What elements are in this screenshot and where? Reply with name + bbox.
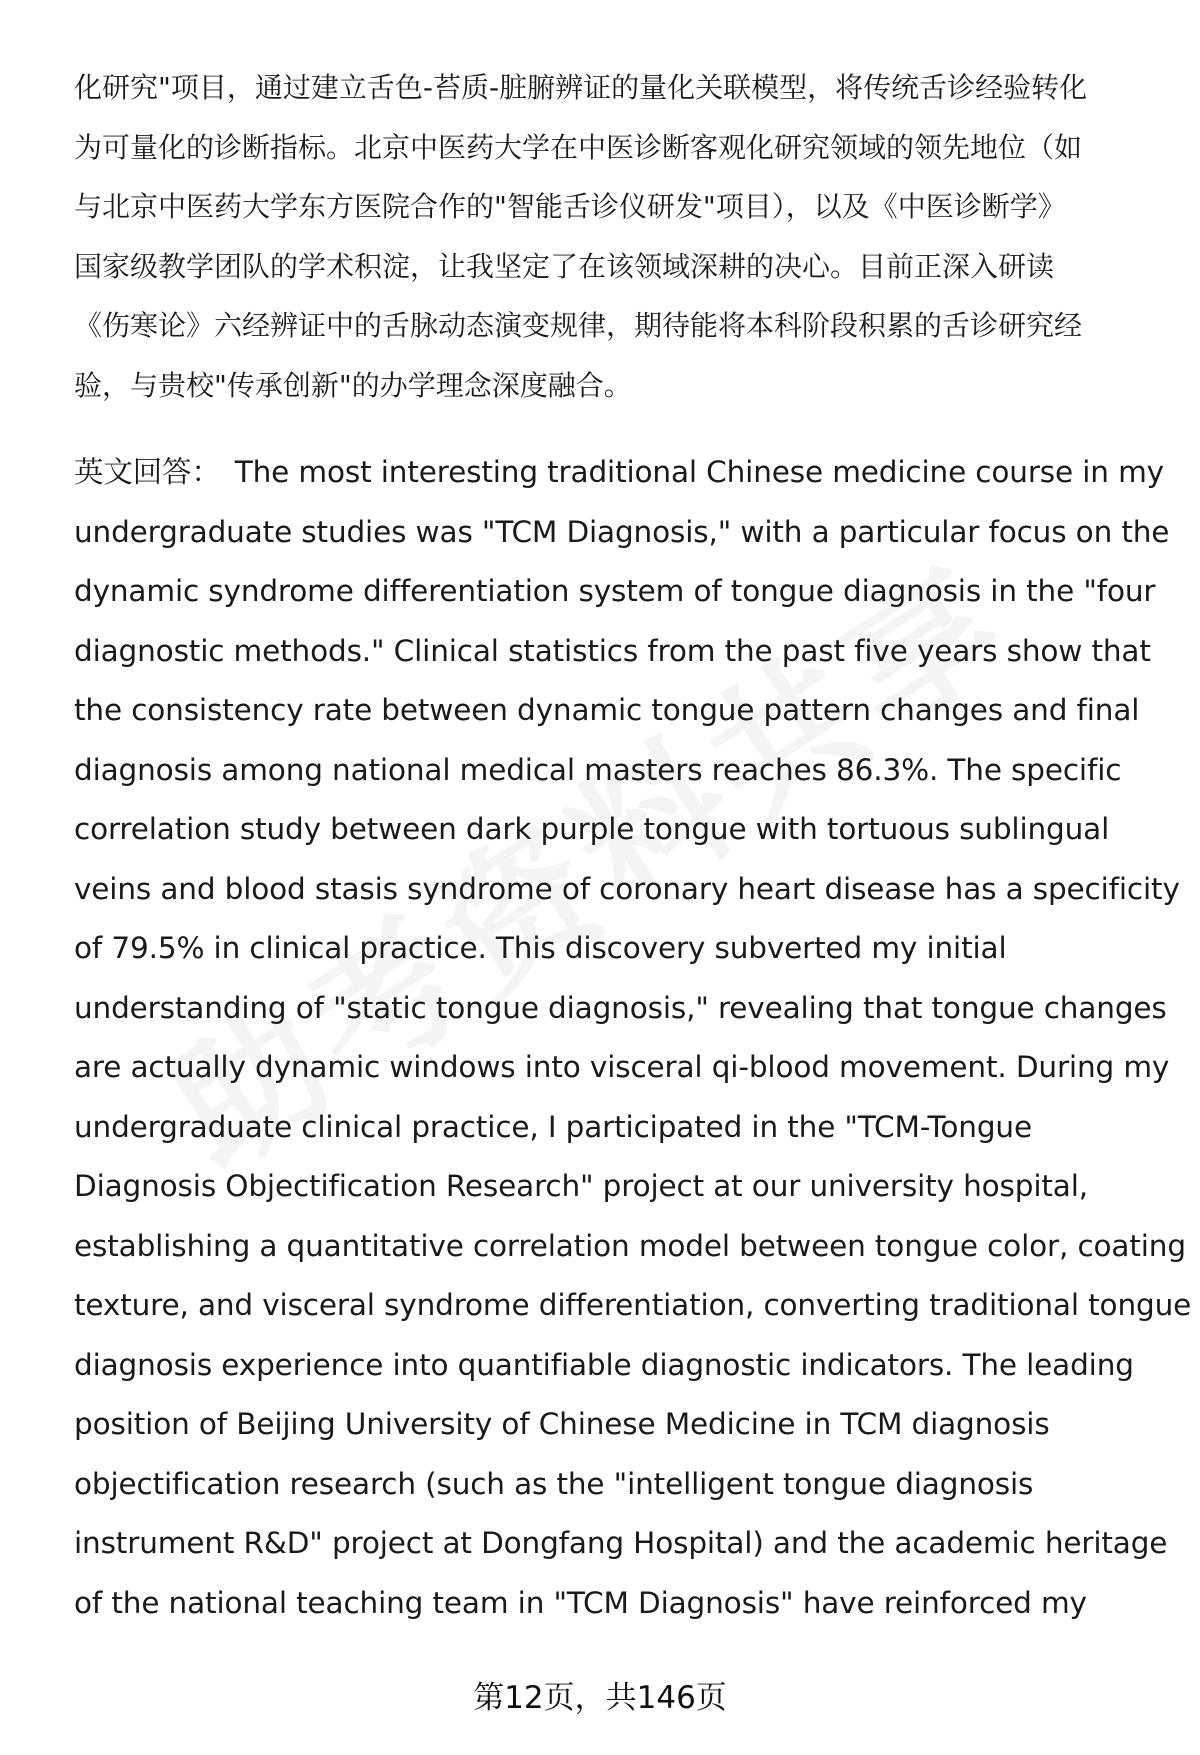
english-line: veins and blood stasis syndrome of coronary heart disease has a specificity bbox=[74, 871, 1180, 906]
english-line: Diagnosis Objectification Research" project at our university hospital, bbox=[74, 1169, 1089, 1203]
document-page bbox=[74, 58, 1192, 1633]
english-answer-paragraph bbox=[74, 443, 1192, 1633]
english-line: dynamic syndrome differentiation system of tongue diagnosis in the "four bbox=[74, 574, 1156, 608]
english-line: establishing a quantitative correlation model between tongue color, coating bbox=[74, 1228, 1186, 1263]
english-line: objectification research (such as the "intelligent tongue diagnosis bbox=[74, 1466, 1034, 1501]
english-line: of 79.5% in clinical practice. This discovery subverted my initial bbox=[74, 931, 1007, 965]
english-line: diagnosis among national medical masters reaches 86.3%. The specific bbox=[74, 752, 1122, 787]
english-line bbox=[74, 443, 1164, 503]
english-line: position of Beijing University of Chinese Medicine in TCM diagnosis bbox=[74, 1407, 1050, 1441]
page-number: 第12页，共146页 bbox=[473, 1680, 727, 1716]
english-line: diagnosis experience into quantifiable diagnostic indicators. The leading bbox=[74, 1347, 1134, 1382]
chinese-line: 验，与贵校"传承创新"的办学理念深度融合。 bbox=[74, 368, 632, 402]
english-line: instrument R&D" project at Dongfang Hospital) and the academic heritage bbox=[74, 1526, 1168, 1560]
english-line: understanding of "static tongue diagnosis," revealing that tongue changes bbox=[74, 990, 1167, 1025]
chinese-line: 为可量化的诊断指标。北京中医药大学在中医诊断客观化研究领域的领先地位（如 bbox=[74, 130, 1083, 164]
chinese-line: 化研究"项目，通过建立舌色-苔质-脏腑辨证的量化关联模型，将传统舌诊经验转化 bbox=[74, 71, 1088, 104]
chinese-answer-paragraph bbox=[74, 58, 1154, 415]
english-line-text: The most interesting traditional Chinese medicine course in my bbox=[234, 455, 1164, 489]
english-line: correlation study between dark purple tongue with tortuous sublingual bbox=[74, 812, 1110, 846]
english-line: of the national teaching team in "TCM Diagnosis" have reinforced my bbox=[74, 1585, 1087, 1620]
english-line: are actually dynamic windows into visceral qi-blood movement. During my bbox=[74, 1050, 1170, 1084]
english-line: undergraduate studies was "TCM Diagnosis," with a particular focus on the bbox=[74, 514, 1170, 549]
english-line: undergraduate clinical practice, I participated in the "TCM-Tongue bbox=[74, 1109, 1032, 1144]
chinese-line: 国家级教学团队的学术积淀，让我坚定了在该领域深耕的决心。目前正深入研读 bbox=[74, 249, 1055, 283]
english-line: texture, and visceral syndrome differentiation, converting traditional tongue bbox=[74, 1288, 1192, 1322]
english-line: the consistency rate between dynamic tongue pattern changes and final bbox=[74, 693, 1140, 727]
chinese-line: 《伤寒论》六经辨证中的舌脉动态演变规律，期待能将本科阶段积累的舌诊研究经 bbox=[74, 309, 1083, 342]
chinese-line: 与北京中医药大学东方医院合作的"智能舌诊仪研发"项目），以及《中医诊断学》 bbox=[74, 190, 1066, 223]
english-line: diagnostic methods." Clinical statistics from the past five years show that bbox=[74, 633, 1151, 668]
english-answer-label: 英文回答： bbox=[74, 455, 221, 489]
